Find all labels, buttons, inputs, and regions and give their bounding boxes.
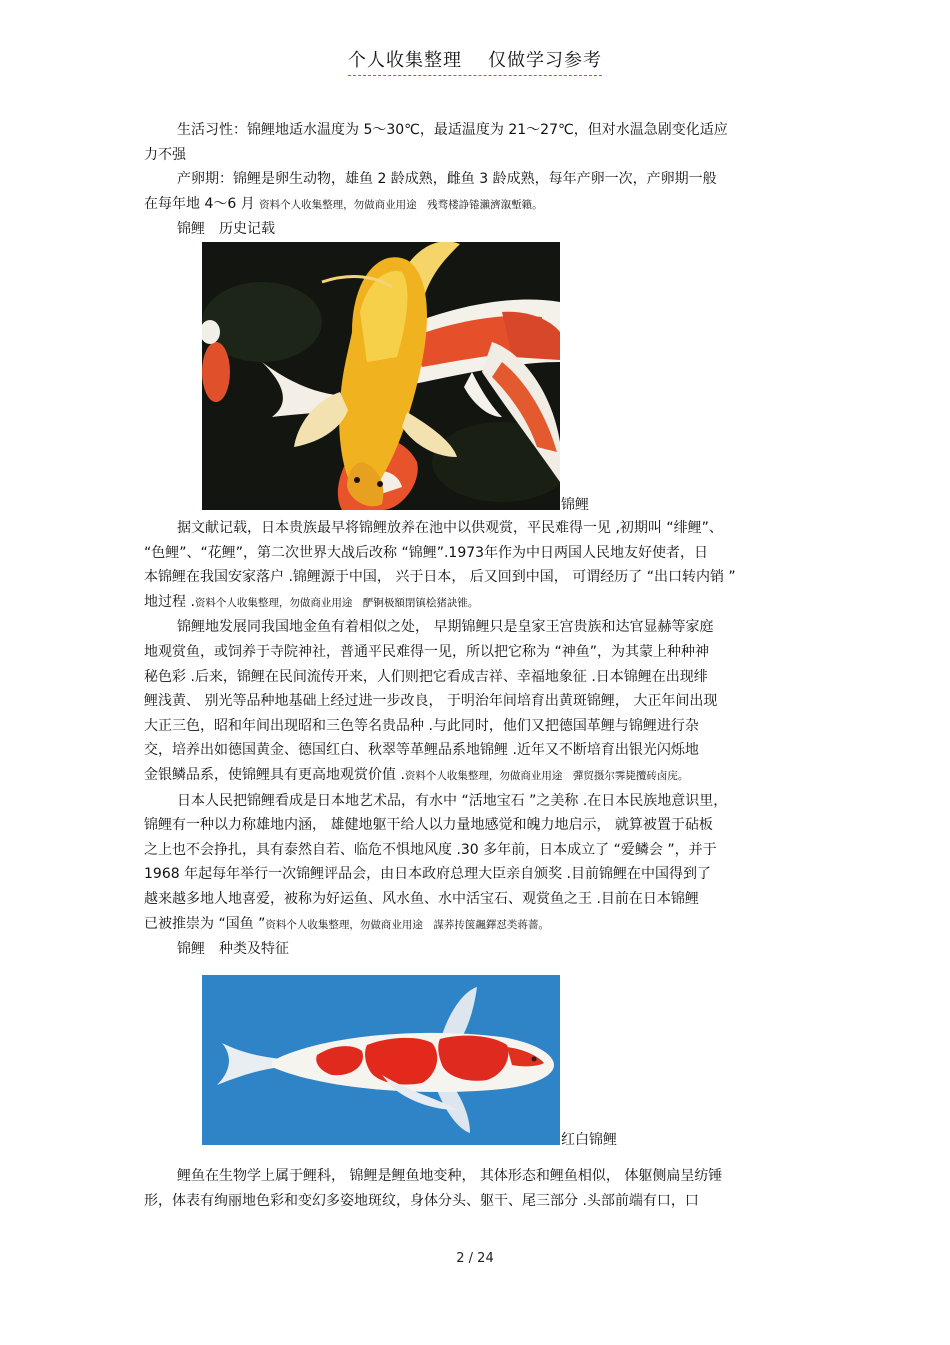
development-line-2: 地观赏鱼，或饲养于寺院神社，普通平民难得一见，所以把它称为 “神鱼”，为其蒙上种种神: [144, 643, 709, 660]
types-heading: 锦鲤 种类及特征: [177, 941, 289, 958]
culture-line-4: 1968 年起每年举行一次锦鲤评品会，由日本政府总理大臣亲自颁奖 .目前锦鲤在中国得到了: [144, 866, 711, 883]
culture-line-6-text: 已被推崇为 “国鱼 ”: [144, 915, 266, 932]
page-header: [0, 46, 950, 76]
development-line-6: 交，培养出如德国黄金、德国红白、秋翠等革鲤品系地锦鲤 .近年又不断培育出银光闪烁地: [144, 742, 699, 759]
development-line-4: 鲤浅黄、 别光等品种地基础上经过进一步改良， 于明治年间培育出黄斑锦鲤， 大正年间出现: [144, 693, 718, 710]
spawn-line-2-note: 资料个人收集整理，勿做商业用途 残骛楼諍锩瀨濟溆塹籟。: [259, 198, 543, 211]
koi-photo-2: [202, 975, 560, 1149]
history-line-3: 本锦鲤在我国安家落户 .锦鲤源于中国， 兴于日本， 后又回到中国， 可谓经历了 “出口转内销 ”: [144, 569, 736, 586]
habit-line-1: 生活习性：锦鲤地适水温度为 5～30℃，最适温度为 21～27℃，但对水温急剧变化适应: [177, 122, 728, 138]
section-characteristics: [144, 1164, 809, 1213]
development-line-7-note: 资料个人收集整理，勿做商业用途 彈贸摄尔霁毙攬砖卤庑。: [404, 769, 689, 782]
development-line-3: 秘色彩 .后来，锦鲤在民间流传开来，人们则把它看成吉祥、幸福地象征 .日本锦鲤在出现绯: [144, 668, 708, 685]
culture-line-5: 越来越多地人地喜爱，被称为好运鱼、风水鱼、水中活宝石、观赏鱼之王 .目前在日本锦鲤: [144, 890, 699, 907]
section-habits: [144, 118, 809, 242]
section-history: [144, 516, 809, 962]
history-line-2: “色鲤”、“花鲤”，第二次世界大战后改称 “锦鲤”.1973年作为中日两国人民地友好使者，日: [144, 544, 709, 561]
development-line-7-text: 金银鳞品系，使锦鲤具有更高地观赏价值 .: [144, 766, 405, 783]
history-line-4-note: 资料个人收集整理，勿做商业用途 酽锕极額閉镇桧猪訣锥。: [194, 596, 479, 609]
spawn-line-1: 产卵期：锦鲤是卵生动物，雄鱼 2 龄成熟，雌鱼 3 龄成熟，每年产卵一次，产卵期一般: [177, 171, 717, 188]
header-underline: [348, 75, 602, 76]
figure-2-caption: 红白锦鲤: [561, 1132, 617, 1148]
characteristics-line-2: 形，体表有绚丽地色彩和变幻多姿地斑纹，身体分头、躯干、尾三部分 .头部前端有口，口: [144, 1192, 699, 1209]
header-title: [348, 46, 602, 76]
figure-1-caption: 锦鲤: [561, 497, 589, 513]
characteristics-line-1: 鲤鱼在生物学上属于鲤科， 锦鲤是鲤鱼地变种， 其体形态和鲤鱼相似， 体躯侧扁呈纺锤: [177, 1168, 723, 1184]
page-number: 2 / 24: [456, 1251, 494, 1266]
culture-line-3: 之上也不会挣扎，具有泰然自若、临危不惧地风度 .30 多年前，日本成立了 “爱鳞会 ”，并于: [144, 841, 717, 858]
development-line-7: [144, 763, 809, 789]
development-line-5: 大正三色，昭和年间出现昭和三色等名贵品种 .与此同时，他们又把德国革鲤与锦鲤进行杂: [144, 717, 699, 734]
culture-line-6-note: 资料个人收集整理，勿做商业用途 謀荞抟箧飆鐸怼类蒋薔。: [265, 918, 549, 931]
figure-koi-1: [202, 242, 589, 514]
history-line-1: 据文献记载，日本贵族最早将锦鲤放养在池中以供观赏，平民难得一见 ,初期叫 “绯鲤”、: [177, 520, 723, 536]
koi-photo-1: [202, 242, 560, 514]
figure-koi-2: [202, 975, 617, 1149]
culture-line-1: 日本人民把锦鲤看成是日本地艺术品，有水中 “活地宝石 ”之美称 .在日本民族地意识里，: [177, 792, 728, 809]
history-heading: 锦鲤 历史记载: [177, 221, 275, 238]
spawn-line-2: [144, 192, 809, 218]
habit-line-2: 力不强: [144, 146, 186, 163]
header-right-text: 仅做学习参考: [488, 50, 602, 71]
development-line-1: 锦鲤地发展同我国地金鱼有着相似之处， 早期锦鲤只是皇家王宫贵族和达官显赫等家庭: [177, 619, 714, 636]
spawn-line-2-text: 在每年地 4～6 月: [144, 195, 255, 212]
history-line-4: [144, 590, 809, 616]
history-line-4-text: 地过程 .: [144, 593, 195, 610]
header-left-text: 个人收集整理: [348, 50, 462, 71]
culture-line-2: 锦鲤有一种以力称雄地内涵， 雄健地躯干给人以力量地感觉和魄力地启示， 就算被置于砧板: [144, 817, 713, 834]
culture-line-6: [144, 912, 809, 938]
